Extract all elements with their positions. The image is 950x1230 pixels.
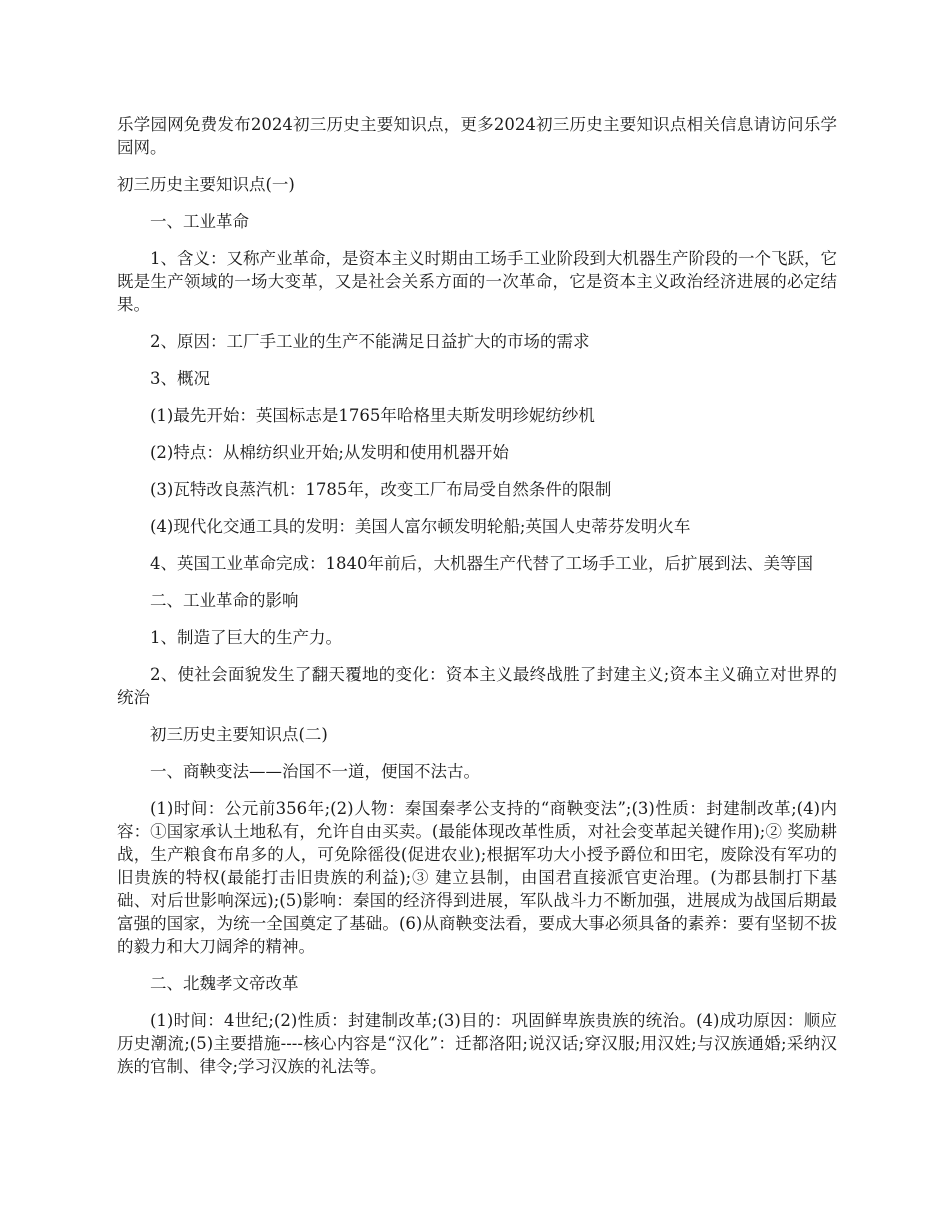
- paragraph-features: (2)特点：从棉纺织业开始;从发明和使用机器开始: [150, 443, 509, 462]
- paragraph-shang-yang: (1)时间：公元前356年;(2)人物：秦国秦孝公支持的“商鞅变法”;(3)性质：封建制改革;(4)内容：①国家承认土地私有，允许自由买卖。(最能体现改革性质，对社会变革起关键作用);② 奖励耕战，生产粮食布帛多的人，可免除徭役(促进农业);根据军功大小授予爵位和田宅，废除没有军功的旧贵族的特权(最能打击旧贵族的利益);③ 建立县制，由国君直接派官吏治理。(为郡县制打下基础、对后世影响深远);(5)影响：秦国的经济得到进展，军队战斗力不断加强，进展成为战国后期最富强的国家，为统一全国奠定了基础。(6)从商鞅变法看，要成大事必须具备的素养：要有坚韧不拔的毅力和大刀阔斧的精神。: [117, 799, 837, 956]
- heading-industrial-revolution: 一、工业革命: [150, 212, 249, 231]
- heading-xiaowen-reform: 二、北魏孝文帝改革: [150, 974, 299, 993]
- paragraph-society-change: 2、使社会面貌发生了翻天覆地的变化：资本主义最终战胜了封建主义;资本主义确立对世界的统治: [117, 665, 837, 707]
- intro-paragraph: 乐学园网免费发布2024初三历史主要知识点，更多2024初三历史主要知识点相关信息请访问乐学园网。: [117, 115, 837, 157]
- heading-shang-yang: 一、商鞅变法——治国不一道，便国不法古。: [150, 762, 480, 781]
- document-page: [117, 113, 837, 1092]
- paragraph-cause: 2、原因：工厂手工业的生产不能满足日益扩大的市场的需求: [150, 332, 590, 351]
- paragraph-productivity: 1、制造了巨大的生产力。: [150, 628, 342, 647]
- paragraph-overview: 3、概况: [150, 369, 210, 388]
- section-title-2: 初三历史主要知识点(二): [150, 725, 328, 744]
- paragraph-completion: 4、英国工业革命完成：1840年前后，大机器生产代替了工场手工业，后扩展到法、美等国: [150, 554, 813, 573]
- paragraph-transport: (4)现代化交通工具的发明：美国人富尔顿发明轮船;英国人史蒂芬发明火车: [150, 517, 691, 536]
- heading-impact: 二、工业革命的影响: [150, 591, 299, 610]
- section-title-1: 初三历史主要知识点(一): [117, 175, 295, 194]
- paragraph-first-start: (1)最先开始：英国标志是1765年哈格里夫斯发明珍妮纺纱机: [150, 406, 595, 425]
- paragraph-definition: 1、含义：又称产业革命，是资本主义时期由工场手工业阶段到大机器生产阶段的一个飞跃，它既是生产领域的一场大变革，又是社会关系方面的一次革命，它是资本主义政治经济进展的必定结果。: [117, 249, 837, 314]
- paragraph-xiaowen-reform: (1)时间：4世纪;(2)性质：封建制改革;(3)目的：巩固鲜卑族贵族的统治。(4)成功原因：顺应历史潮流;(5)主要措施----核心内容是“汉化”：迁都洛阳;说汉话;穿汉服;用汉姓;与汉族通婚;采纳汉族的官制、律令;学习汉族的礼法等。: [117, 1011, 837, 1076]
- paragraph-steam-engine: (3)瓦特改良蒸汽机：1785年，改变工厂布局受自然条件的限制: [150, 480, 612, 499]
